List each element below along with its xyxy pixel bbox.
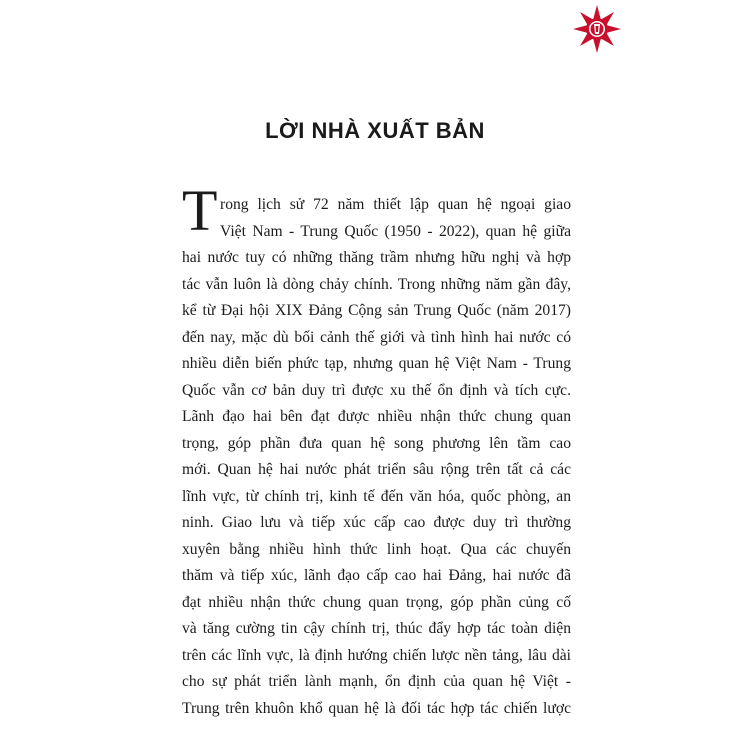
text-line: tác vẫn luôn là dòng chảy chính. Trong những năm gần đây, <box>182 275 571 293</box>
drop-cap: T <box>182 178 218 243</box>
text-line: rong lịch sử 72 năm thiết lập quan hệ ngoại giao <box>220 196 571 213</box>
body-paragraph <box>182 192 571 722</box>
text-line: nhiều diễn biến phức tạp, nhưng quan hệ Việt Nam - Trung <box>182 355 571 372</box>
text-line: kể từ Đại hội XIX Đảng Cộng sản Trung Quốc (năm 2017) <box>182 302 571 319</box>
text-line: thăm và tiếp xúc, lãnh đạo cấp cao hai Đảng, hai nước đã <box>182 567 571 584</box>
publisher-star-logo-icon <box>572 4 622 54</box>
text-line: Việt Nam - Trung Quốc (1950 - 2022), quan hệ giữa <box>220 222 571 240</box>
text-line: cho sự phát triển lành mạnh, ổn định của quan hệ Việt - <box>182 673 571 690</box>
page-title: LỜI NHÀ XUẤT BẢN <box>265 118 485 143</box>
text-line: Lãnh đạo hai bên đạt được nhiều nhận thức chung quan <box>182 408 571 425</box>
text-line: Trung trên khuôn khổ quan hệ là đối tác hợp tác chiến lược <box>182 699 571 717</box>
text-line: đạt nhiều nhận thức chung quan trọng, góp phần củng cố <box>182 593 571 611</box>
text-line: hai nước tuy có những thăng trầm nhưng hữu nghị và hợp <box>182 249 571 266</box>
text-line: xuyên bằng nhiều hình thức linh hoạt. Qua các chuyến <box>182 540 571 558</box>
text-line: trọng, góp phần đưa quan hệ song phương lên tầm cao <box>182 434 571 452</box>
text-line: mới. Quan hệ hai nước phát triển sâu rộng trên tất cả các <box>182 461 571 478</box>
text-line: và tăng cường tin cậy chính trị, thúc đẩy hợp tác toàn diện <box>182 620 571 637</box>
text-line: lĩnh vực, từ chính trị, kinh tế đến văn hóa, quốc phòng, an <box>182 487 571 505</box>
text-line: đến nay, mặc dù bối cảnh thế giới và tình hình hai nước có <box>182 328 571 346</box>
text-line: Quốc vẫn cơ bản duy trì được xu thế ổn định và tích cực. <box>182 381 571 399</box>
text-line: trên các lĩnh vực, là định hướng chiến lược nền tảng, lâu dài <box>182 646 571 664</box>
text-line: ninh. Giao lưu và tiếp xúc cấp cao được duy trì thường <box>182 514 571 531</box>
